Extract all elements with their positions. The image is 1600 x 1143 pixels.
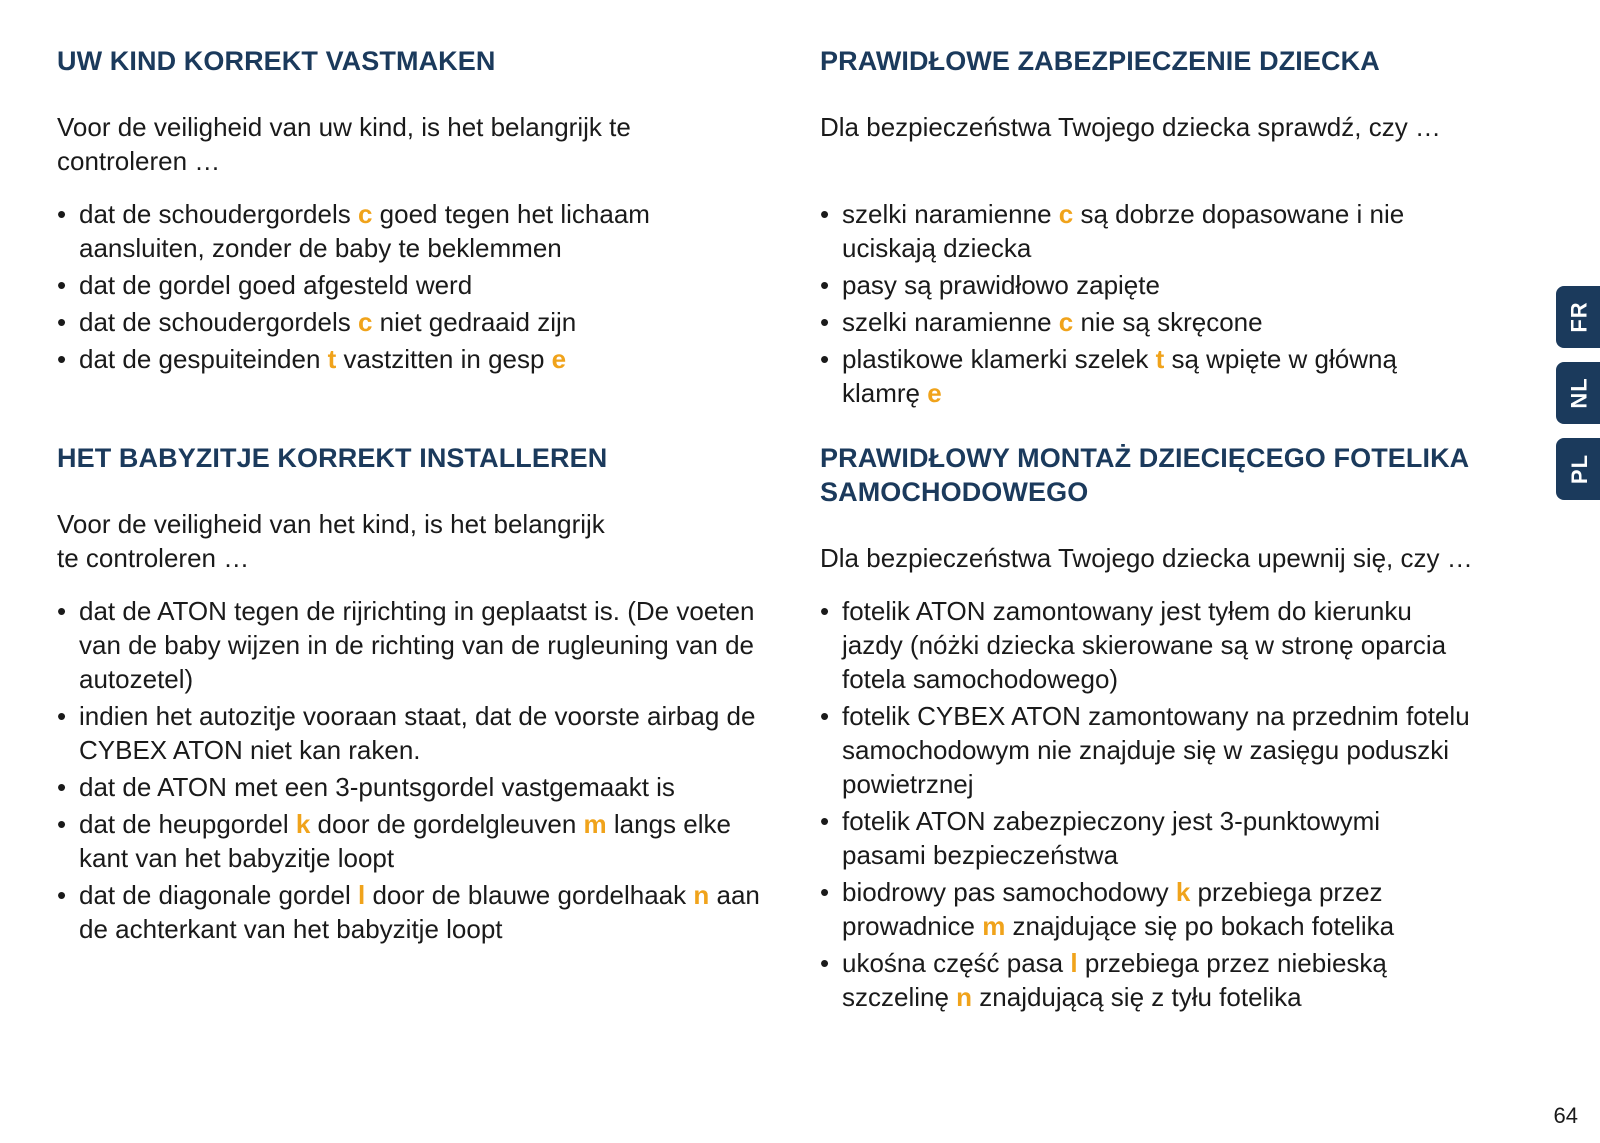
tab-pl[interactable] xyxy=(1556,438,1600,500)
part-reference-letter: t xyxy=(327,344,337,374)
item-text: znajdującą się z tyłu fotelika xyxy=(972,982,1302,1012)
item-text: dat de gespuiteinden xyxy=(79,344,328,374)
part-reference-letter: e xyxy=(927,378,942,408)
item-text: dat de schoudergordels xyxy=(79,307,358,337)
item-text: pasy są prawidłowo zapięte xyxy=(842,270,1160,300)
part-reference-letter: c xyxy=(1058,199,1074,229)
list-item xyxy=(820,268,1480,302)
item-text: aan de achterkant van het babyzitje loopt xyxy=(79,880,760,944)
item-text: dat de ATON met een 3-puntsgordel vastgemaakt is xyxy=(79,772,675,802)
item-text: dat de ATON tegen de rijrichting in geplaatst is. (De voeten van de baby wijzen in de richting van de rugleuning van de autozetel) xyxy=(79,596,755,694)
item-text: vastzitten in gesp xyxy=(336,344,552,374)
section-heading: HET BABYZITJE KORREKT INSTALLEREN xyxy=(57,443,608,473)
item-text: biodrowy pas samochodowy xyxy=(842,877,1176,907)
bullet-list xyxy=(820,594,1470,1014)
tab-label: FR xyxy=(1566,301,1592,333)
list-item xyxy=(820,804,1470,872)
tab-nl[interactable] xyxy=(1556,362,1600,424)
part-reference-letter: t xyxy=(1155,344,1165,374)
item-text: dat de heupgordel xyxy=(79,809,296,839)
item-text: indien het autozitje vooraan staat, dat de voorste airbag de CYBEX ATON niet kan raken. xyxy=(79,701,756,765)
section-install-seat-nl xyxy=(57,441,777,949)
part-reference-letter: m xyxy=(583,809,607,839)
item-text: dat de diagonale gordel xyxy=(79,880,359,910)
list-item xyxy=(57,305,777,339)
list-item xyxy=(820,946,1470,1014)
list-item xyxy=(57,342,777,376)
tab-label: PL xyxy=(1567,453,1592,485)
part-reference-letter: c xyxy=(357,307,373,337)
page-number: 64 xyxy=(1553,1103,1578,1128)
bullet-list xyxy=(57,197,777,376)
item-text: ukośna część pasa xyxy=(842,948,1071,978)
item-text: dat de schoudergordels xyxy=(79,199,358,229)
list-item xyxy=(820,875,1470,943)
item-text: znajdujące się po bokach fotelika xyxy=(1005,911,1395,941)
section-intro-line2: te controleren … xyxy=(57,543,250,573)
list-item xyxy=(820,305,1480,339)
bullet-list xyxy=(820,197,1480,410)
item-text: są wpięte w główną klamrę xyxy=(842,344,1397,408)
item-text: nie są skręcone xyxy=(1073,307,1263,337)
list-item xyxy=(57,594,777,696)
item-text: langs elke kant van het babyzitje loopt xyxy=(79,809,731,873)
item-text: goed tegen het lichaam aansluiten, zonder de baby te beklemmen xyxy=(79,199,650,263)
list-item xyxy=(57,807,777,875)
part-reference-letter: l xyxy=(358,880,366,910)
item-text: door de gordelgleuven xyxy=(310,809,584,839)
item-text: niet gedraaid zijn xyxy=(372,307,577,337)
section-heading: PRAWIDŁOWY MONTAŻ DZIECIĘCEGO FOTELIKA SAMOCHODOWEGO xyxy=(820,443,1469,507)
item-text: fotelik ATON zabezpieczony jest 3-punktowymi pasami bezpieczeństwa xyxy=(842,806,1381,870)
list-item xyxy=(57,197,777,265)
tab-label: NL xyxy=(1566,377,1592,409)
section-intro-line1: Voor de veiligheid van het kind, is het belangrijk xyxy=(57,509,605,539)
section-secure-child-nl xyxy=(57,44,777,379)
part-reference-letter: m xyxy=(982,911,1006,941)
list-item xyxy=(820,197,1480,265)
item-text: szelki naramienne xyxy=(842,307,1059,337)
part-reference-letter: c xyxy=(1058,307,1074,337)
item-text: przebiega przez niebieską szczelinę xyxy=(842,948,1387,1012)
section-intro: Dla bezpieczeństwa Twojego dziecka upewnij się, czy … xyxy=(820,543,1473,573)
bullet-list xyxy=(57,594,777,946)
section-intro xyxy=(57,507,777,575)
section-intro: Dla bezpieczeństwa Twojego dziecka sprawdź, czy … xyxy=(820,112,1441,142)
list-item xyxy=(57,699,777,767)
part-reference-letter: k xyxy=(1175,877,1191,907)
part-reference-letter: e xyxy=(551,344,567,374)
list-item xyxy=(57,878,777,946)
section-heading: PRAWIDŁOWE ZABEZPIECZENIE DZIECKA xyxy=(820,46,1380,76)
list-item xyxy=(57,770,777,804)
part-reference-letter: n xyxy=(956,982,973,1012)
item-text: szelki naramienne xyxy=(842,199,1059,229)
section-secure-child-pl xyxy=(820,44,1540,413)
part-reference-letter: k xyxy=(295,809,311,839)
part-reference-letter: c xyxy=(357,199,373,229)
item-text: przebiega przez prowadnice xyxy=(842,877,1383,941)
list-item xyxy=(820,594,1470,696)
section-intro: Voor de veiligheid van uw kind, is het belangrijk te controleren … xyxy=(57,112,631,176)
part-reference-letter: n xyxy=(693,880,710,910)
item-text: fotelik CYBEX ATON zamontowany na przednim fotelu samochodowym nie znajduje się w zasięgu poduszki powietrznej xyxy=(842,701,1470,799)
item-text: plastikowe klamerki szelek xyxy=(842,344,1156,374)
item-text: fotelik ATON zamontowany jest tyłem do kierunku jazdy (nóżki dziecka skierowane są w stronę oparcia fotela samochodowego) xyxy=(842,596,1447,694)
item-text: dat de gordel goed afgesteld werd xyxy=(79,270,473,300)
section-heading: UW KIND KORREKT VASTMAKEN xyxy=(57,46,496,76)
section-install-seat-pl xyxy=(820,441,1540,1017)
item-text: door de blauwe gordelhaak xyxy=(365,880,694,910)
list-item xyxy=(57,268,777,302)
item-text: są dobrze dopasowane i nie uciskają dziecka xyxy=(842,199,1405,263)
part-reference-letter: l xyxy=(1070,948,1078,978)
list-item xyxy=(820,699,1470,801)
tab-fr[interactable] xyxy=(1556,286,1600,348)
list-item xyxy=(820,342,1480,410)
